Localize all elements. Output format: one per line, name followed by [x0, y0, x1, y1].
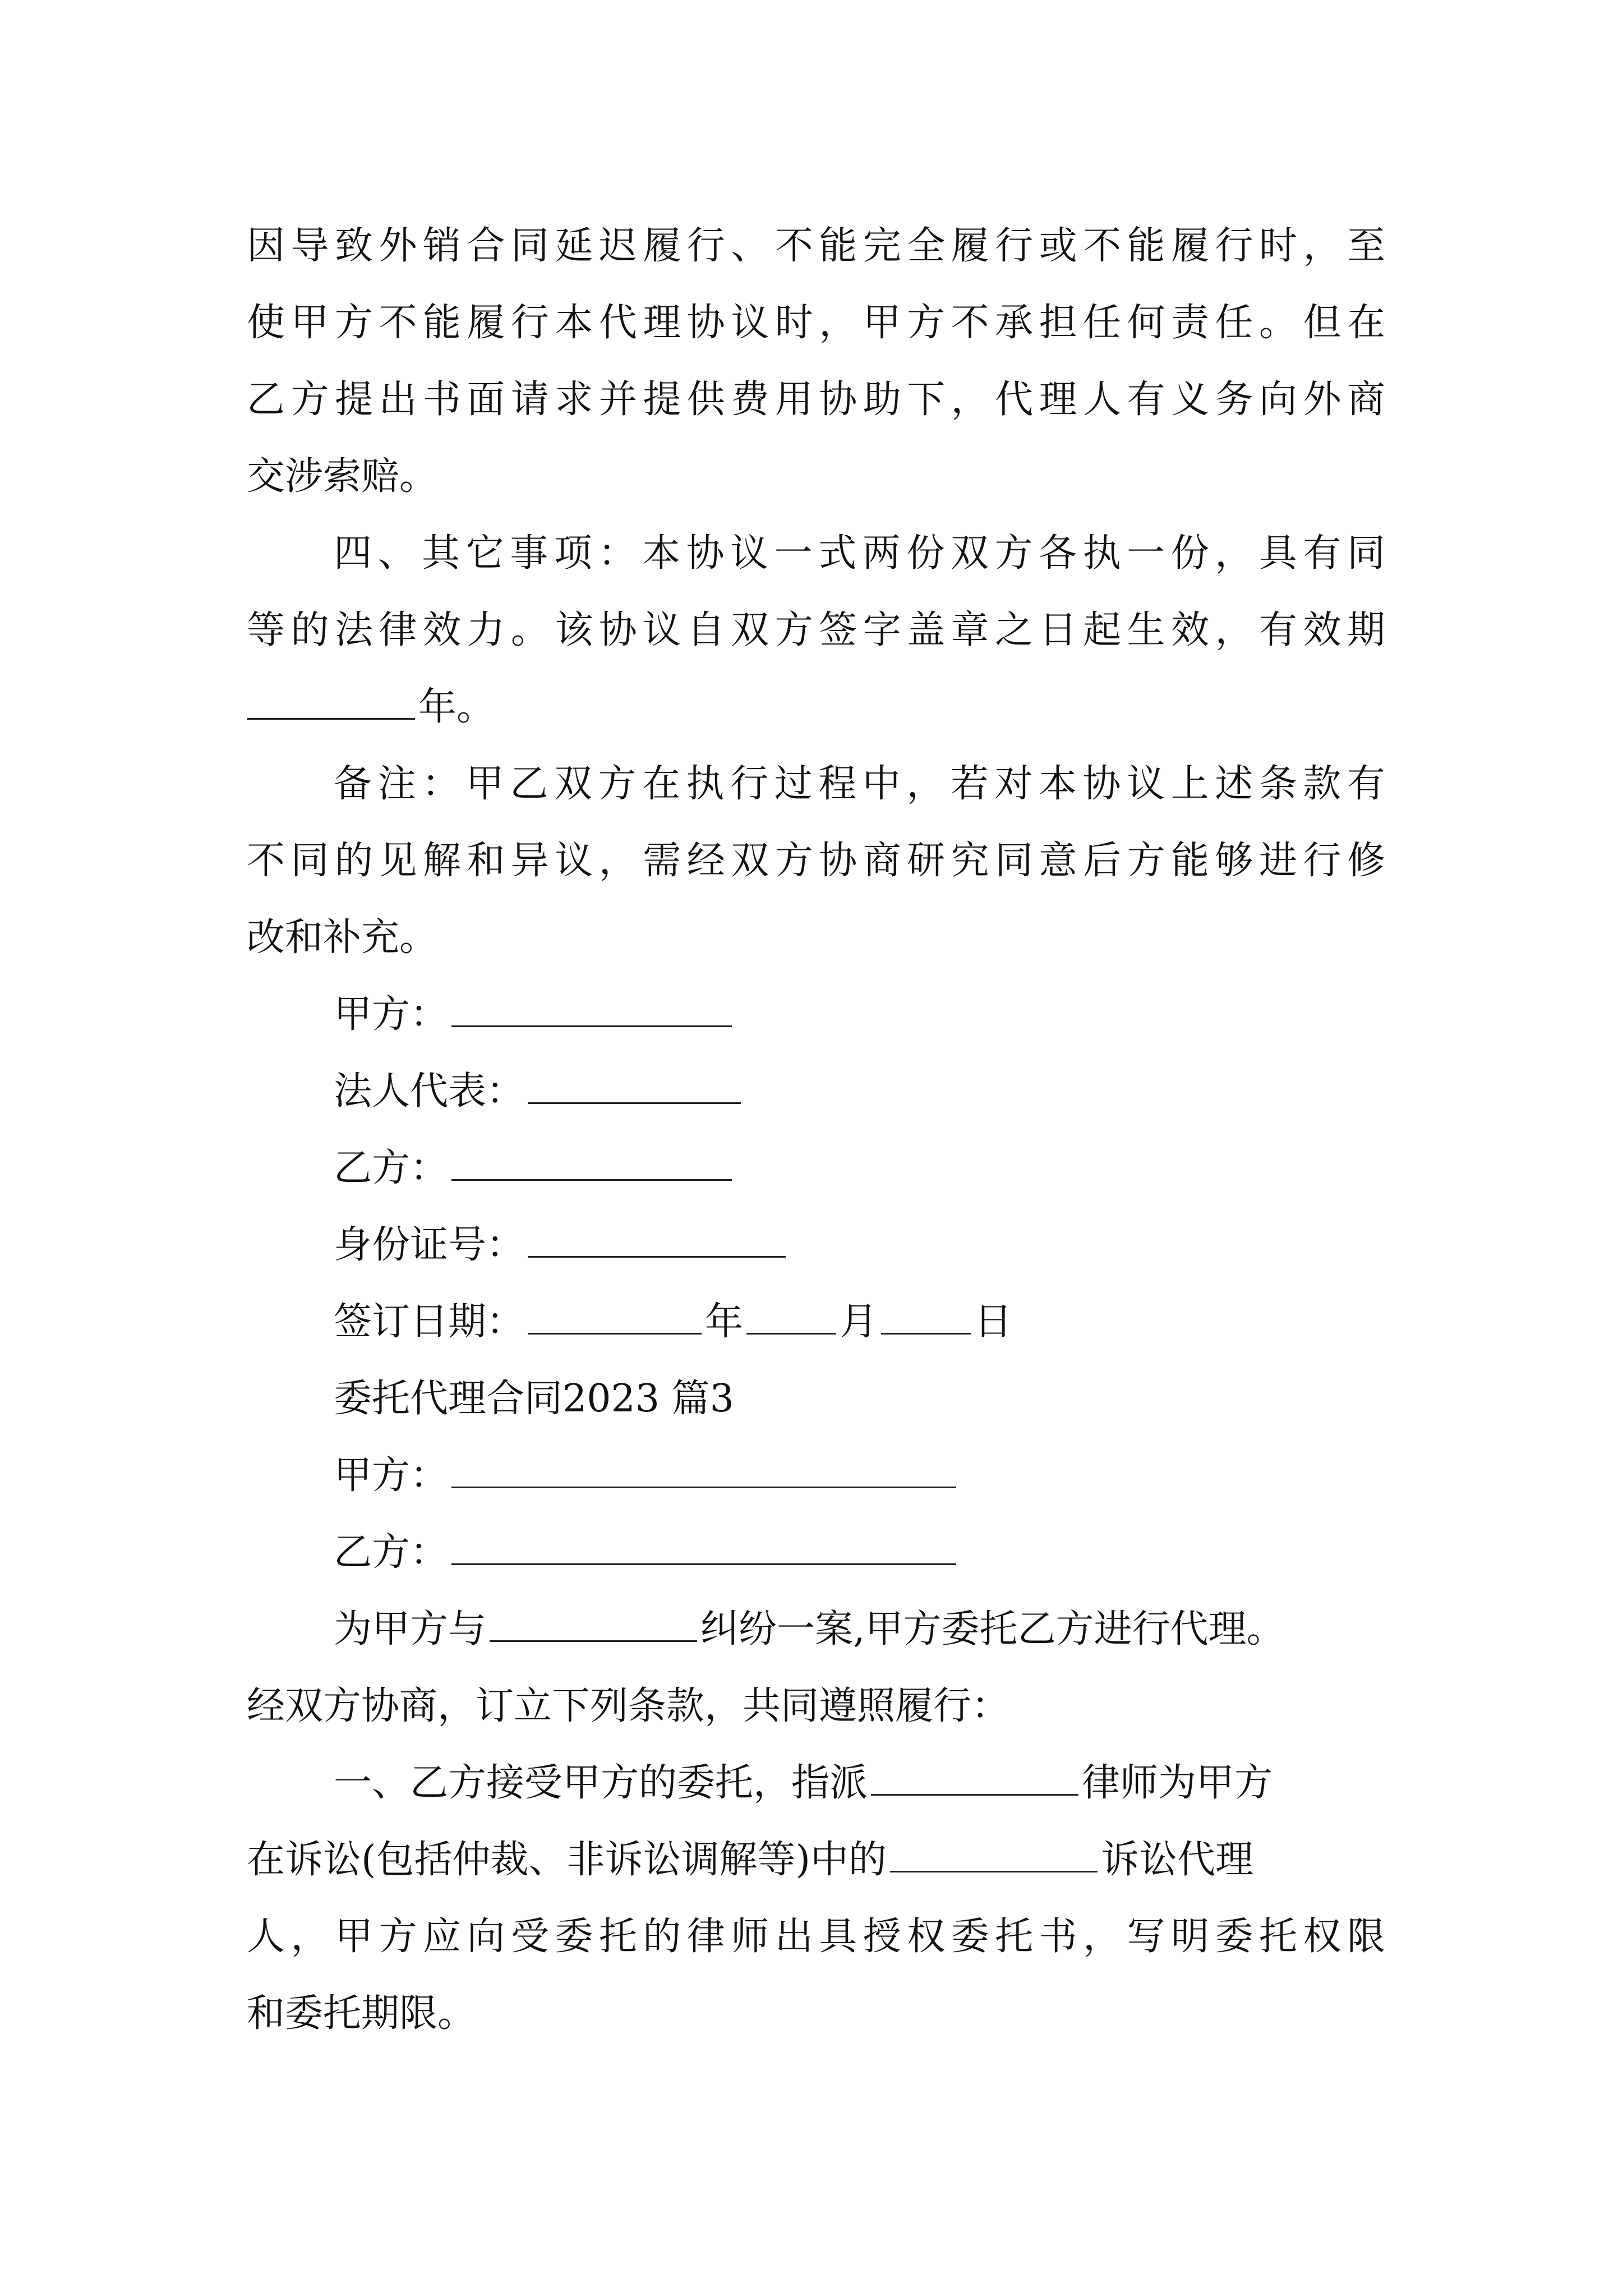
text-span: 纠纷一案,甲方委托乙方进行代理。	[700, 1607, 1285, 1651]
blank-line	[247, 684, 415, 720]
signature-id-number	[247, 1207, 1385, 1283]
paragraph-line: 经双方协商，订立下列条款，共同遵照履行：	[247, 1684, 1010, 1728]
party-b-label: 乙方：	[334, 1146, 449, 1190]
month-label: 月	[840, 1300, 878, 1344]
text-span: 诉讼代理	[1101, 1838, 1254, 1882]
party-b-label: 乙方：	[334, 1530, 449, 1575]
paragraph-line: 乙方提出书面请求并提供费用协助下，代理人有义务向外商	[247, 378, 1385, 422]
party-a-label: 甲方：	[334, 1453, 449, 1498]
contract-party-a	[247, 1437, 1385, 1514]
text-span: 为甲方与	[334, 1607, 487, 1651]
day-label: 日	[974, 1300, 1013, 1344]
date-label: 签订日期：	[334, 1300, 525, 1344]
blank-line	[746, 1299, 836, 1335]
paragraph-line	[247, 1745, 1385, 1821]
blank-line	[881, 1299, 971, 1335]
paragraph-line: 使甲方不能履行本代理协议时，甲方不承担任何责任。但在	[247, 301, 1385, 345]
blank-line	[890, 1837, 1098, 1872]
section-title: 委托代理合同2023 篇3	[334, 1377, 734, 1421]
signature-party-b	[247, 1130, 1385, 1207]
legal-rep-label: 法人代表：	[334, 1069, 525, 1114]
text-span: 律师为甲方	[1082, 1761, 1273, 1805]
blank-line	[451, 992, 732, 1027]
signature-legal-rep	[247, 1053, 1385, 1130]
signature-party-a	[247, 976, 1385, 1053]
blank-line	[528, 1222, 786, 1258]
text-span: 一、乙方接受甲方的委托，指派	[334, 1761, 868, 1805]
paragraph-line: 交涉索赔。	[247, 454, 438, 499]
party-a-label: 甲方：	[334, 992, 449, 1037]
blank-line	[528, 1069, 741, 1104]
signature-date	[247, 1283, 1385, 1360]
paragraph-line: 四、其它事项：本协议一式两份双方各执一份，具有同	[334, 531, 1385, 576]
text-span: 在诉讼(包括仲裁、非诉讼调解等)中的	[247, 1838, 887, 1882]
id-number-label: 身份证号：	[334, 1223, 525, 1267]
paragraph-line: 改和补充。	[247, 915, 438, 960]
blank-line	[451, 1453, 956, 1488]
contract-party-b	[247, 1514, 1385, 1591]
blank-line	[490, 1607, 697, 1642]
paragraph-line: 和委托期限。	[247, 1991, 476, 2036]
paragraph-line: 不同的见解和异议，需经双方协商研究同意后方能够进行修	[247, 839, 1385, 883]
document-body	[247, 208, 1385, 2052]
year-label: 年	[705, 1300, 744, 1344]
blank-line	[871, 1760, 1078, 1796]
blank-line	[451, 1145, 732, 1181]
validity-unit: 年。	[418, 685, 495, 729]
paragraph-line	[247, 669, 1385, 746]
blank-line	[451, 1530, 956, 1565]
paragraph-line	[247, 1591, 1385, 1668]
paragraph-line: 因导致外销合同延迟履行、不能完全履行或不能履行时，至	[247, 224, 1385, 268]
paragraph-line: 等的法律效力。该协议自双方签字盖章之日起生效，有效期	[247, 608, 1385, 652]
paragraph-line: 备注：甲乙双方在执行过程中，若对本协议上述条款有	[334, 762, 1385, 806]
paragraph-line: 人，甲方应向受委托的律师出具授权委托书，写明委托权限	[247, 1915, 1385, 1959]
paragraph-line	[247, 1821, 1385, 1898]
blank-line	[528, 1299, 702, 1335]
